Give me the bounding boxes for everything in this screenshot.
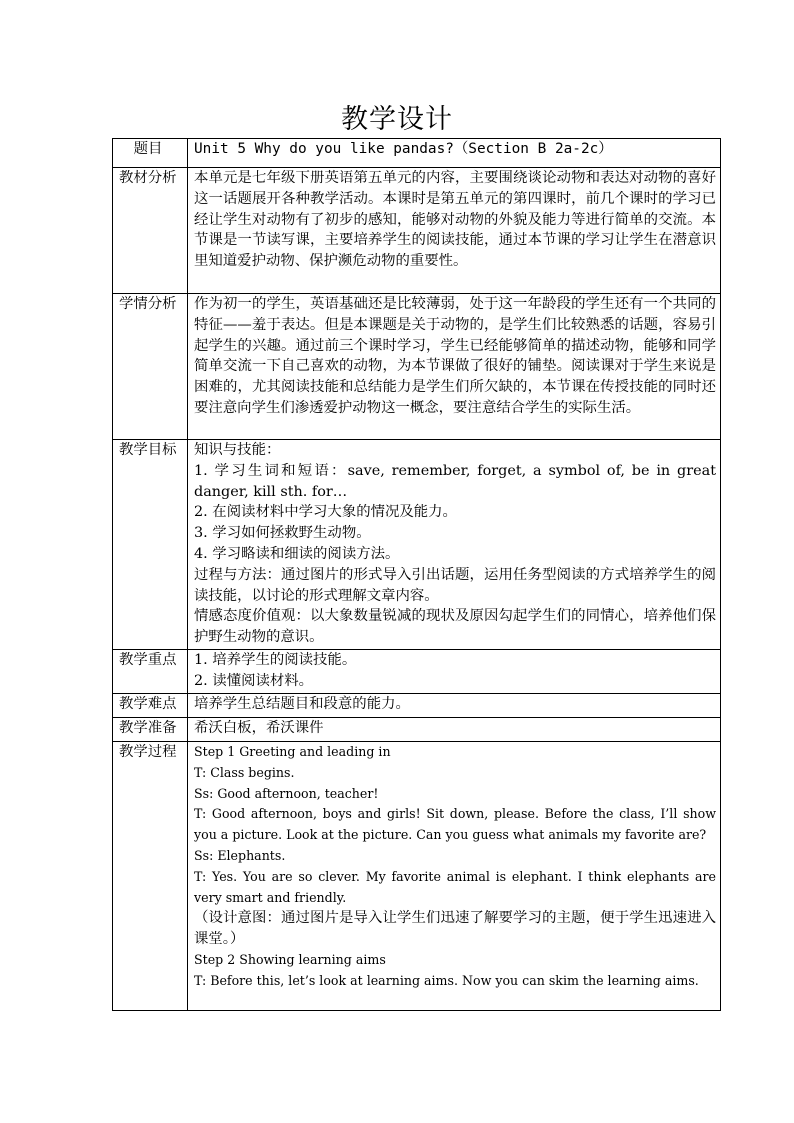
goals-item-4: 4. 学习略读和细读的阅读方法。 <box>194 545 400 562</box>
goals-item-3: 3. 学习如何拯救野生动物。 <box>194 525 371 542</box>
row-label-teaching-goals: 教学目标 <box>113 440 188 650</box>
topic-content: Unit 5 Why do you like pandas?（Section B 2a-2c） <box>188 139 721 168</box>
lesson-plan-table <box>112 138 721 1011</box>
key-point-2: 2. 读懂阅读材料。 <box>194 672 314 689</box>
table-row-difficulties <box>113 694 721 718</box>
preparation-content: 希沃白板，希沃课件 <box>188 718 721 742</box>
row-label-preparation: 教学准备 <box>113 718 188 742</box>
process-line: Ss: Good afternoon, teacher! <box>194 785 379 801</box>
goals-knowledge-heading: 知识与技能： <box>194 442 281 458</box>
table-row-process <box>113 742 721 1011</box>
material-analysis-content: 本单元是七年级下册英语第五单元的内容，主要围绕谈论动物和表达对动物的喜好这一话题展开各种教学活动。本课时是第五单元的第四课时，前几个课时的学习已经让学生对动物有了初步的感知，能够对动物的外貌及能力等进行简单的交流。本节课是一节读写课，主要培养学生的阅读技能，通过本节课的学习让学生在潜意识里知道爱护动物、保护濒危动物的重要性。 <box>188 168 721 294</box>
table-row-teaching-goals <box>113 440 721 650</box>
process-line: T: Yes. You are so clever. My favorite animal is elephant. I think elephants are very smart and friendly. <box>194 868 716 905</box>
process-content <box>188 742 721 1011</box>
difficulties-content: 培养学生总结题目和段意的能力。 <box>188 694 721 718</box>
table-row-topic <box>113 139 721 168</box>
goals-attitude: 情感态度价值观：以大象数量锐减的现状及原因勾起学生们的同情心，培养他们保护野生动物的意识。 <box>194 608 716 646</box>
table-row-key-points <box>113 650 721 694</box>
row-label-material-analysis: 教材分析 <box>113 168 188 294</box>
table-row-student-analysis <box>113 294 721 440</box>
process-line: Step 1 Greeting and leading in <box>194 744 391 759</box>
process-line: T: Before this, let’s look at learning aims. Now you can skim the learning aims. <box>194 972 699 988</box>
goals-item-2: 2. 在阅读材料中学习大象的情况及能力。 <box>194 504 457 521</box>
row-label-key-points: 教学重点 <box>113 650 188 694</box>
row-label-student-analysis: 学情分析 <box>113 294 188 440</box>
goals-item-1: 1. 学习生词和短语：save, remember, forget, a symbol of, be in great danger, kill sth. for… <box>194 462 716 500</box>
student-analysis-content: 作为初一的学生，英语基础还是比较薄弱，处于这一年龄段的学生还有一个共同的特征——羞于表达。但是本课题是关于动物的，是学生们比较熟悉的话题，容易引起学生的兴趣。通过前三个课时学习，学生已经能够简单的描述动物，能够和同学简单交流一下自己喜欢的动物，为本节课做了很好的铺垫。阅读课对于学生来说是困难的，尤其阅读技能和总结能力是学生们所欠缺的，本节课在传授技能的同时还要注意向学生们渗透爱护动物这一概念，要注意结合学生的实际生活。 <box>188 294 721 440</box>
table-row-preparation <box>113 718 721 742</box>
row-label-difficulties: 教学难点 <box>113 694 188 718</box>
key-point-1: 1. 培养学生的阅读技能。 <box>194 652 357 668</box>
row-label-process: 教学过程 <box>113 742 188 1011</box>
process-line: T: Class begins. <box>194 764 295 780</box>
process-design-note: （设计意图：通过图片是导入让学生们迅速了解要学习的主题，便于学生迅速进入课堂。） <box>194 910 716 948</box>
process-line: Ss: Elephants. <box>194 847 286 863</box>
table-row-material-analysis <box>113 168 721 294</box>
key-points-content <box>188 650 721 694</box>
row-label-topic: 题目 <box>113 139 188 168</box>
goals-process-method: 过程与方法：通过图片的形式导入引出话题，运用任务型阅读的方式培养学生的阅读技能，以讨论的形式理解文章内容。 <box>194 566 716 604</box>
teaching-goals-content <box>188 440 721 650</box>
document-title: 教学设计 <box>341 104 453 135</box>
process-line: Step 2 Showing learning aims <box>194 951 386 967</box>
process-line: T: Good afternoon, boys and girls! Sit down, please. Before the class, I’ll show you a picture. Look at the picture. Can you guess what animals my favorite are? <box>194 806 716 843</box>
